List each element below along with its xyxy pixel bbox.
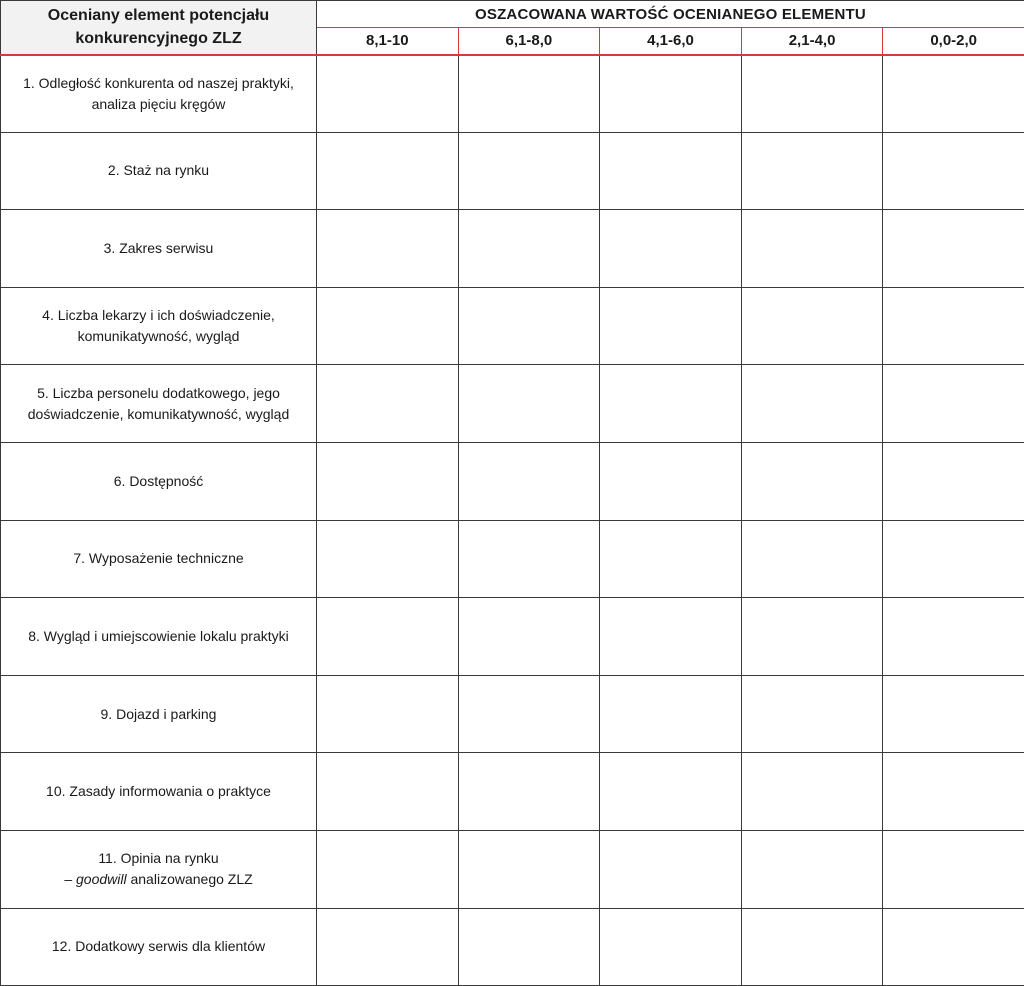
table-row [1,753,1024,831]
score-cell[interactable] [883,908,1024,986]
score-cell[interactable] [317,287,459,365]
criterion-line2: doświadczenie, komunikatywność, wygląd [28,406,289,422]
criterion-line2-suffix: analizowanego ZLZ [127,871,253,887]
row-criterion-label [1,132,317,210]
row-criterion-label [1,753,317,831]
header-element-line1: Oceniany element potencjału [48,7,269,24]
score-cell[interactable] [458,55,600,133]
criterion-line2-italic: goodwill [76,871,127,887]
score-cell[interactable] [883,132,1024,210]
header-range: 2,1-4,0 [741,28,883,55]
score-cell[interactable] [741,365,883,443]
score-cell[interactable] [317,830,459,908]
row-criterion-label [1,55,317,133]
score-cell[interactable] [741,520,883,598]
table-row [1,442,1024,520]
score-cell[interactable] [600,287,742,365]
score-cell[interactable] [317,520,459,598]
table-row [1,365,1024,443]
row-criterion-label [1,598,317,676]
score-cell[interactable] [600,753,742,831]
score-cell[interactable] [741,55,883,133]
table-row [1,908,1024,986]
score-cell[interactable] [458,442,600,520]
score-cell[interactable] [741,908,883,986]
score-cell[interactable] [600,365,742,443]
score-cell[interactable] [458,675,600,753]
score-cell[interactable] [883,442,1024,520]
header-range: 8,1-10 [317,28,459,55]
criterion-line1: 1. Odległość konkurenta od naszej praktyki, [23,75,294,91]
score-cell[interactable] [883,210,1024,288]
criterion-line1: 8. Wygląd i umiejscowienie lokalu praktyki [28,628,289,644]
criterion-line2-prefix: – [64,871,76,887]
score-cell[interactable] [600,210,742,288]
score-cell[interactable] [458,830,600,908]
row-criterion-label [1,830,317,908]
header-range: 6,1-8,0 [458,28,600,55]
score-cell[interactable] [883,830,1024,908]
score-cell[interactable] [883,55,1024,133]
row-criterion-label [1,287,317,365]
score-cell[interactable] [317,908,459,986]
criterion-line1: 10. Zasady informowania o praktyce [46,783,271,799]
criterion-line1: 7. Wyposażenie techniczne [73,550,243,566]
score-cell[interactable] [883,287,1024,365]
criterion-line1: 11. Opinia na rynku [98,850,218,866]
score-cell[interactable] [600,675,742,753]
score-cell[interactable] [883,598,1024,676]
score-cell[interactable] [317,675,459,753]
score-cell[interactable] [741,132,883,210]
criterion-line1: 5. Liczba personelu dodatkowego, jego [37,385,280,401]
score-cell[interactable] [458,598,600,676]
score-cell[interactable] [600,55,742,133]
score-cell[interactable] [458,210,600,288]
criterion-line2: analiza pięciu kręgów [92,96,226,112]
score-cell[interactable] [458,908,600,986]
score-cell[interactable] [600,132,742,210]
score-cell[interactable] [458,287,600,365]
score-cell[interactable] [883,365,1024,443]
table-body [1,55,1024,986]
score-cell[interactable] [317,598,459,676]
score-cell[interactable] [883,753,1024,831]
score-cell[interactable] [317,365,459,443]
header-row-top [1,1,1024,28]
score-cell[interactable] [883,520,1024,598]
score-cell[interactable] [317,132,459,210]
score-cell[interactable] [600,520,742,598]
score-cell[interactable] [317,753,459,831]
score-cell[interactable] [317,55,459,133]
criterion-line1: 6. Dostępność [114,473,204,489]
table-row [1,132,1024,210]
criterion-line1: 9. Dojazd i parking [101,706,217,722]
score-cell[interactable] [600,442,742,520]
score-cell[interactable] [600,830,742,908]
header-value-group: OSZACOWANA WARTOŚĆ OCENIANEGO ELEMENTU [317,1,1024,28]
row-criterion-label [1,908,317,986]
score-cell[interactable] [741,675,883,753]
score-cell[interactable] [317,210,459,288]
score-cell[interactable] [458,520,600,598]
row-criterion-label [1,365,317,443]
score-cell[interactable] [600,598,742,676]
score-cell[interactable] [741,442,883,520]
table-row [1,287,1024,365]
criterion-line2: komunikatywność, wygląd [78,328,240,344]
header-element-column [1,1,317,55]
table-row [1,830,1024,908]
criterion-line1: 12. Dodatkowy serwis dla klientów [52,938,265,954]
table-row [1,55,1024,133]
table-row [1,520,1024,598]
row-criterion-label [1,675,317,753]
score-cell[interactable] [741,753,883,831]
row-criterion-label [1,442,317,520]
score-cell[interactable] [883,675,1024,753]
table-row [1,675,1024,753]
header-range: 0,0-2,0 [883,28,1024,55]
score-cell[interactable] [741,598,883,676]
score-cell[interactable] [600,908,742,986]
score-cell[interactable] [741,210,883,288]
header-element-line2: konkurencyjnego ZLZ [75,30,241,47]
row-criterion-label [1,210,317,288]
row-criterion-label [1,520,317,598]
score-cell[interactable] [458,365,600,443]
score-cell[interactable] [458,753,600,831]
criterion-line1: 4. Liczba lekarzy i ich doświadczenie, [42,307,275,323]
criterion-line1: 3. Zakres serwisu [104,240,214,256]
criterion-line1: 2. Staż na rynku [108,162,209,178]
score-cell[interactable] [741,830,883,908]
score-cell[interactable] [741,287,883,365]
table-row [1,598,1024,676]
table-row [1,210,1024,288]
score-cell[interactable] [317,442,459,520]
header-range: 4,1-6,0 [600,28,742,55]
score-cell[interactable] [458,132,600,210]
